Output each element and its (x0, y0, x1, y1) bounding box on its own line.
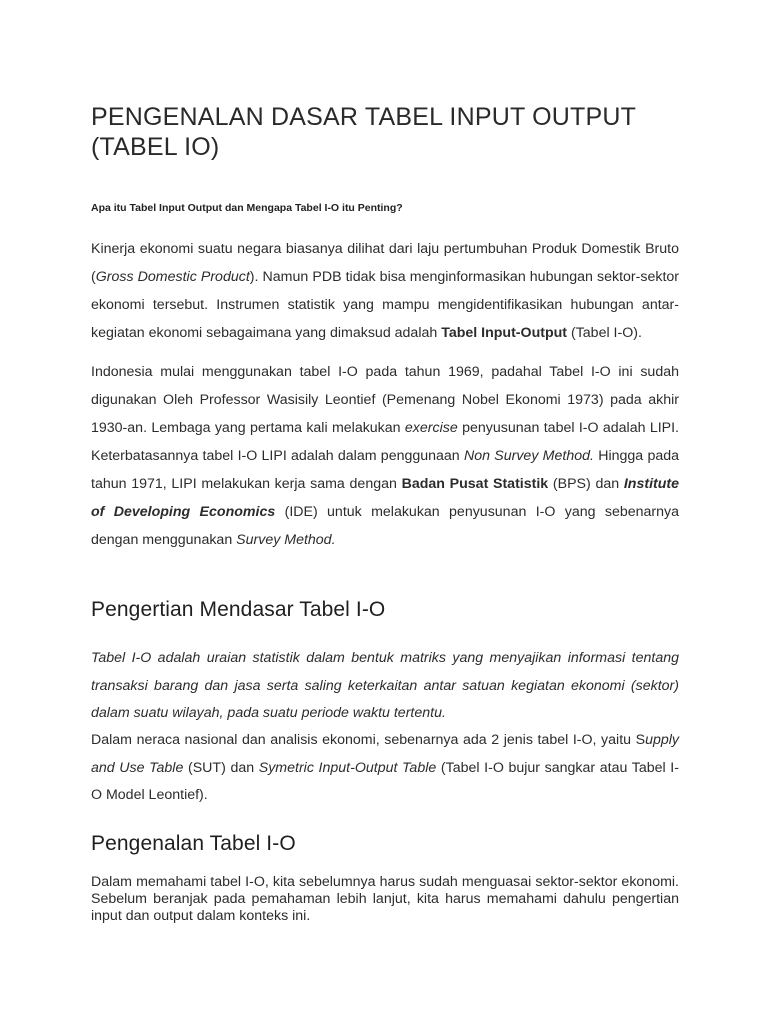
p2-text-d: Non Survey Method. (463, 448, 594, 464)
p4-text-b: upply and Use Table (91, 732, 679, 776)
document-title: PENGENALAN DASAR TABEL INPUT OUTPUT (TABEL IO) (91, 103, 636, 161)
p2-text-e: Hingga pada tahun 1971, LIPI melakukan kerja sama dengan (91, 448, 679, 492)
p2-text-a: Indonesia mulai menggunakan tabel I-O pada tahun 1969, padahal Tabel I-O ini sudah digunakan Oleh Professor Wasisily Leontief (Pemenang Nobel Ekonomi 1973) pada akhir 1930-an. Lembaga yang pertama kali melakukan (91, 364, 679, 436)
paragraph-types (91, 727, 679, 810)
p2-text-g: (BPS) dan (548, 476, 624, 492)
paragraph-definition: Tabel I-O adalah uraian statistik dalam bentuk matriks yang menyajikan informasi tentang transaksi barang dan jasa serta saling keterkaitan antar satuan kegiatan ekonomi (sektor) dalam suatu wilayah, pada suatu periode waktu tertentu. (91, 650, 679, 721)
p1-text-a: Kinerja ekonomi suatu negara biasanya dilihat dari laju pertumbuhan Produk Domestik Bruto ( (91, 241, 679, 285)
paragraph-intro (91, 235, 679, 347)
p2-text-h: Institute of Developing Economics (91, 476, 680, 520)
p4-text-e: (Tabel I-O bujur sangkar atau Tabel I-O Model Leontief). (91, 759, 679, 803)
p2-text-b: exercise (404, 420, 458, 436)
document-subtitle: Apa itu Tabel Input Output dan Mengapa Tabel I-O itu Penting? (91, 202, 403, 214)
section-heading-pengertian: Pengertian Mendasar Tabel I-O (91, 598, 386, 621)
paragraph-history (91, 358, 679, 554)
p1-text-d: Tabel Input-Output (441, 325, 568, 341)
p1-text-e: (Tabel I-O). (567, 325, 642, 341)
p4-text-a: Dalam neraca nasional dan analisis ekonomi, sebenarnya ada 2 jenis tabel I-O, yaitu S (91, 732, 646, 748)
p2-text-j: Survey Method. (236, 532, 336, 548)
p1-text-b: Gross Domestic Product (95, 269, 250, 285)
p4-text-c: (SUT) dan (183, 759, 259, 776)
p4-text-d: Symetric Input-Output Table (258, 759, 437, 776)
p2-text-c: penyusunan tabel I-O adalah LIPI. Keterbatasannya tabel I-O LIPI adalah dalam penggunaan (91, 420, 679, 464)
section-heading-pengenalan: Pengenalan Tabel I-O (91, 832, 296, 855)
paragraph-understanding: Dalam memahami tabel I-O, kita sebelumnya harus sudah menguasai sektor-sektor ekonomi. Sebelum beranjak pada pemahaman lebih lanjut, kita harus memahami dahulu pengertian input dan output dalam konteks ini. (91, 874, 679, 924)
p2-text-i: (IDE) untuk melakukan penyusunan I-O yang sebenarnya dengan menggunakan (91, 504, 680, 548)
p1-text-c: ). Namun PDB tidak bisa menginformasikan hubungan sektor-sektor ekonomi tersebut. Instrumen statistik yang mampu mengidentifikasikan hubungan antar-kegiatan ekonomi sebagaimana yang dimaksud adalah (91, 269, 679, 341)
p2-text-f: Badan Pusat Statistik (401, 476, 549, 492)
